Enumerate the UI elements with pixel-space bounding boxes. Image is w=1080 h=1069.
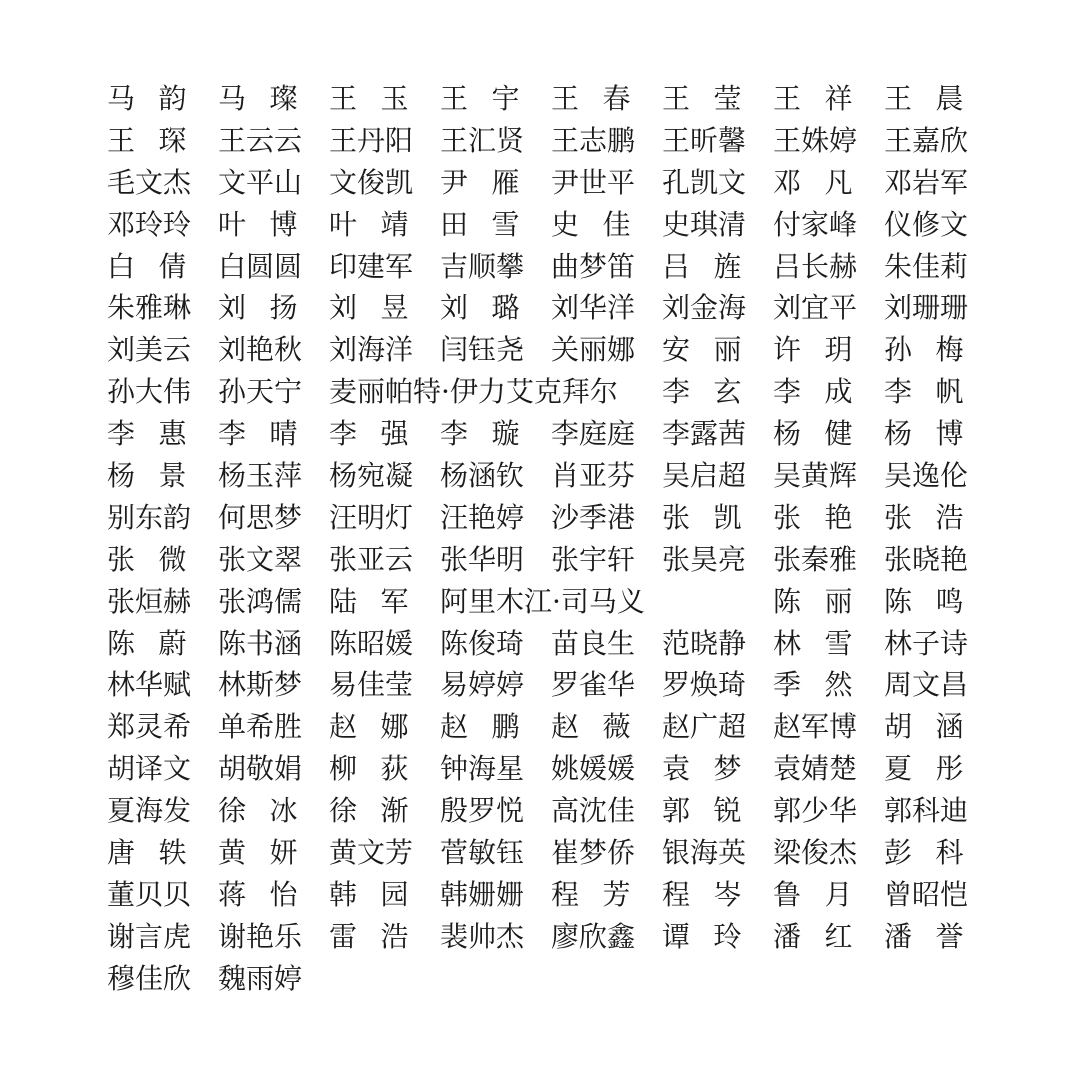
name-entry: 邓玲玲 [107,207,192,241]
name-entry: 菅敏钰 [440,835,525,869]
name-entry: 陈鸣 [884,584,988,618]
name-entry: 杨景 [107,458,211,492]
name-entry: 马璨 [218,81,322,115]
name-entry: 孙梅 [884,333,988,367]
name-entry: 文俊凯 [329,165,414,199]
name-entry: 朱雅琳 [107,291,192,325]
name-entry: 曲梦笛 [551,249,636,283]
name-entry: 胡译文 [107,752,192,786]
name-entry: 王姝婷 [773,123,858,157]
name-entry: 易佳莹 [329,668,414,702]
name-entry: 梁俊杰 [773,835,858,869]
name-entry: 苗良生 [551,626,636,660]
name-entry: 郑灵希 [107,710,192,744]
name-entry: 夏彤 [884,752,988,786]
name-entry: 尹雁 [440,165,544,199]
name-entry: 柳荻 [329,752,433,786]
name-entry: 董贝贝 [107,877,192,911]
name-entry: 赵军博 [773,710,858,744]
name-entry: 张昊亮 [662,542,747,576]
name-entry: 黄文芳 [329,835,414,869]
name-entry: 叶靖 [329,207,433,241]
name-entry: 程芳 [551,877,655,911]
name-entry: 李帆 [884,375,988,409]
name-entry: 王丹阳 [329,123,414,157]
name-entry: 谢艳乐 [218,919,303,953]
name-entry: 赵薇 [551,710,655,744]
name-entry: 马韵 [107,81,211,115]
name-entry: 肖亚芬 [551,458,636,492]
name-entry: 徐冰 [218,794,322,828]
name-entry: 张文翠 [218,542,303,576]
name-entry: 李强 [329,417,433,451]
name-entry: 夏海发 [107,794,192,828]
name-entry: 刘华洋 [551,291,636,325]
name-entry: 刘金海 [662,291,747,325]
name-entry: 蒋怡 [218,877,322,911]
name-entry: 廖欣鑫 [551,919,636,953]
name-entry: 麦丽帕特·伊力艾克拜尔 [329,375,618,409]
name-entry: 张凯 [662,500,766,534]
name-entry: 刘艳秋 [218,333,303,367]
name-entry: 汪艳婷 [440,500,525,534]
name-entry: 王春 [551,81,655,115]
name-entry: 韩姗姗 [440,877,525,911]
name-entry: 张华明 [440,542,525,576]
name-entry: 杨涵钦 [440,458,525,492]
name-entry: 刘昱 [329,291,433,325]
name-entry: 程岑 [662,877,766,911]
name-entry: 易婷婷 [440,668,525,702]
name-entry: 孙大伟 [107,375,192,409]
name-entry: 张亚云 [329,542,414,576]
name-entry: 关丽娜 [551,333,636,367]
name-entry: 邓凡 [773,165,877,199]
name-entry: 彭科 [884,835,988,869]
name-entry: 罗焕琦 [662,668,747,702]
name-entry: 闫钰尧 [440,333,525,367]
name-entry: 王汇贤 [440,123,525,157]
name-entry: 郭少华 [773,794,858,828]
name-entry: 王玉 [329,81,433,115]
name-entry: 史琪清 [662,207,747,241]
name-entry: 张秦雅 [773,542,858,576]
name-entry: 王晨 [884,81,988,115]
name-entry: 刘美云 [107,333,192,367]
name-entry: 季然 [773,668,877,702]
name-entry: 赵广超 [662,710,747,744]
name-entry: 何思梦 [218,500,303,534]
name-entry: 胡敬娟 [218,752,303,786]
name-entry: 王祥 [773,81,877,115]
name-entry: 李璇 [440,417,544,451]
name-entry: 张微 [107,542,211,576]
name-entry: 史佳 [551,207,655,241]
name-entry: 付家峰 [773,207,858,241]
name-entry: 潘誉 [884,919,988,953]
name-entry: 吕旌 [662,249,766,283]
name-entry: 谢言虎 [107,919,192,953]
name-entry: 王志鹏 [551,123,636,157]
name-entry: 袁婧楚 [773,752,858,786]
name-entry: 印建军 [329,249,414,283]
name-entry: 刘海洋 [329,333,414,367]
name-entry: 别东韵 [107,500,192,534]
name-entry: 李成 [773,375,877,409]
name-entry: 殷罗悦 [440,794,525,828]
name-entry: 刘宜平 [773,291,858,325]
name-entry: 雷浩 [329,919,433,953]
name-entry: 阿里木江·司马义 [440,584,645,618]
name-entry: 陈昭媛 [329,626,414,660]
name-entry: 杨宛凝 [329,458,414,492]
name-entry: 刘璐 [440,291,544,325]
name-entry: 李露茜 [662,417,747,451]
name-entry: 白倩 [107,249,211,283]
name-entry: 王嘉欣 [884,123,969,157]
name-entry: 钟海星 [440,752,525,786]
name-entry: 刘珊珊 [884,291,969,325]
name-entry: 姚媛媛 [551,752,636,786]
name-entry: 张烜赫 [107,584,192,618]
name-entry: 李庭庭 [551,417,636,451]
name-entry: 张鸿儒 [218,584,303,618]
name-entry: 毛文杰 [107,165,192,199]
name-entry: 安丽 [662,333,766,367]
name-entry: 文平山 [218,165,303,199]
name-entry: 崔梦侨 [551,835,636,869]
name-entry: 陈书涵 [218,626,303,660]
name-entry: 邓岩军 [884,165,969,199]
name-entry: 汪明灯 [329,500,414,534]
name-entry: 仪修文 [884,207,969,241]
name-entry: 沙季港 [551,500,636,534]
name-entry: 张晓艳 [884,542,969,576]
name-entry: 陈俊琦 [440,626,525,660]
name-entry: 郭科迪 [884,794,969,828]
name-entry: 孔凯文 [662,165,747,199]
name-entry: 范晓静 [662,626,747,660]
name-entry: 裴帅杰 [440,919,525,953]
name-entry: 尹世平 [551,165,636,199]
name-entry: 李玄 [662,375,766,409]
name-entry: 陈蔚 [107,626,211,660]
name-entry: 林子诗 [884,626,969,660]
name-entry: 徐渐 [329,794,433,828]
name-entry: 陆军 [329,584,433,618]
name-entry: 王琛 [107,123,211,157]
name-entry: 李惠 [107,417,211,451]
name-entry: 袁梦 [662,752,766,786]
name-entry: 杨健 [773,417,877,451]
name-entry: 王云云 [218,123,303,157]
name-entry: 李晴 [218,417,322,451]
name-entry: 张宇轩 [551,542,636,576]
name-entry: 高沈佳 [551,794,636,828]
name-list [107,76,988,998]
name-entry: 胡涵 [884,710,988,744]
name-entry: 赵鹏 [440,710,544,744]
name-entry: 朱佳莉 [884,249,969,283]
name-entry: 孙天宁 [218,375,303,409]
name-entry: 王莹 [662,81,766,115]
name-entry: 吕长赫 [773,249,858,283]
name-entry: 周文昌 [884,668,969,702]
name-entry: 吴黄辉 [773,458,858,492]
name-entry: 韩园 [329,877,433,911]
name-entry: 张艳 [773,500,877,534]
name-entry: 田雪 [440,207,544,241]
name-entry: 王昕馨 [662,123,747,157]
name-entry: 叶博 [218,207,322,241]
name-entry: 张浩 [884,500,988,534]
name-entry: 穆佳欣 [107,961,192,995]
name-entry: 许玥 [773,333,877,367]
name-entry: 吴启超 [662,458,747,492]
name-entry: 单希胜 [218,710,303,744]
name-entry: 银海英 [662,835,747,869]
name-entry: 杨博 [884,417,988,451]
name-entry: 刘扬 [218,291,322,325]
name-entry: 鲁月 [773,877,877,911]
name-entry: 林斯梦 [218,668,303,702]
name-entry: 白圆圆 [218,249,303,283]
name-entry: 陈丽 [773,584,877,618]
name-entry: 唐轶 [107,835,211,869]
name-entry: 曾昭恺 [884,877,969,911]
name-entry: 郭锐 [662,794,766,828]
name-entry: 林华赋 [107,668,192,702]
name-entry: 罗雀华 [551,668,636,702]
name-entry: 赵娜 [329,710,433,744]
name-entry: 杨玉萍 [218,458,303,492]
name-entry: 黄妍 [218,835,322,869]
name-entry: 吴逸伦 [884,458,969,492]
name-entry: 王宇 [440,81,544,115]
name-entry: 潘红 [773,919,877,953]
name-entry: 魏雨婷 [218,961,303,995]
name-entry: 林雪 [773,626,877,660]
name-entry: 吉顺攀 [440,249,525,283]
name-entry: 谭玲 [662,919,766,953]
